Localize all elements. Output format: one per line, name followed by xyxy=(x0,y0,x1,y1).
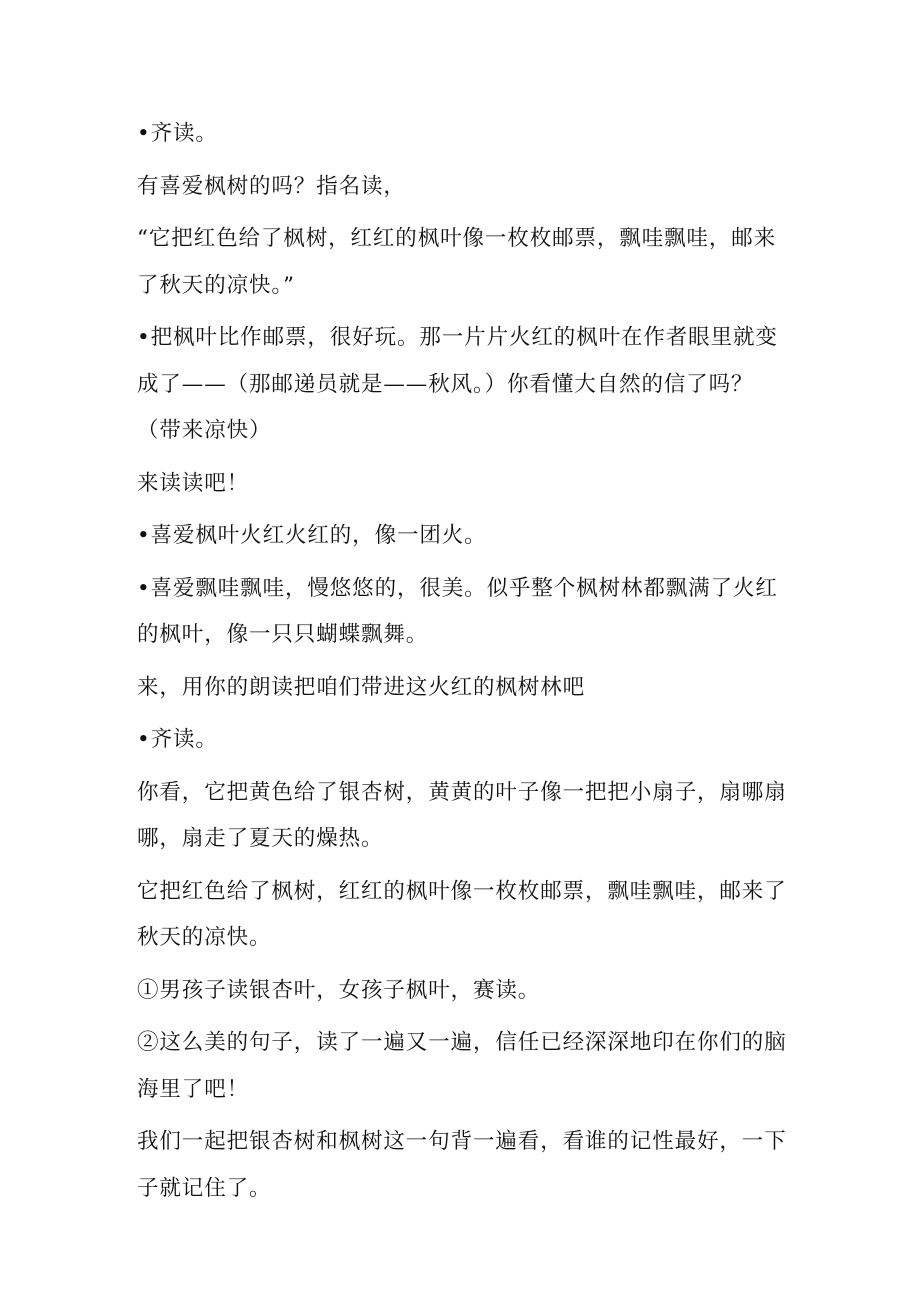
paragraph-6: •喜爱枫叶火红火红的，像一团火。 xyxy=(137,523,487,548)
paragraph-5: 来读读吧！ xyxy=(137,470,250,496)
paragraph-13: ②这么美的句子，读了一遍又一遍，信任已经深深地印在你们的脑海里了吧！ xyxy=(137,1030,787,1102)
paragraph-1: •齐读。 xyxy=(137,121,218,146)
paragraph-3: “它把红色给了枫树，红红的枫叶像一枚枚邮票，飘哇飘哇，邮来了秋天的凉快。” xyxy=(137,226,777,298)
paragraph-7: •喜爱飘哇飘哇，慢悠悠的，很美。似乎整个枫树林都飘满了火红的枫叶，像一只只蝴蝶飘舞。 xyxy=(137,575,778,647)
paragraph-12: ①男孩子读银杏叶，女孩子枫叶，赛读。 xyxy=(137,977,541,1003)
paragraph-2: 有喜爱枫树的吗？指名读， xyxy=(137,173,406,199)
document-body xyxy=(137,111,792,1218)
paragraph-8: 来，用你的朗读把咱们带进这火红的枫树林吧 xyxy=(137,674,586,700)
paragraph-10: 你看，它把黄色给了银杏树，黄黄的叶子像一把把小扇子，扇哪扇哪，扇走了夏天的燥热。 xyxy=(137,779,787,851)
paragraph-14: 我们一起把银杏树和枫树这一句背一遍看，看谁的记性最好，一下子就记住了。 xyxy=(137,1129,787,1201)
paragraph-9: •齐读。 xyxy=(137,727,218,752)
paragraph-11: 它把红色给了枫树，红红的枫叶像一枚枚邮票，飘哇飘哇，邮来了秋天的凉快。 xyxy=(137,878,787,950)
paragraph-4: •把枫叶比作邮票，很好玩。那一片片火红的枫叶在作者眼里就变成了——（那邮递员就是——秋风。）你看懂大自然的信了吗？（带来凉快） xyxy=(137,325,778,443)
